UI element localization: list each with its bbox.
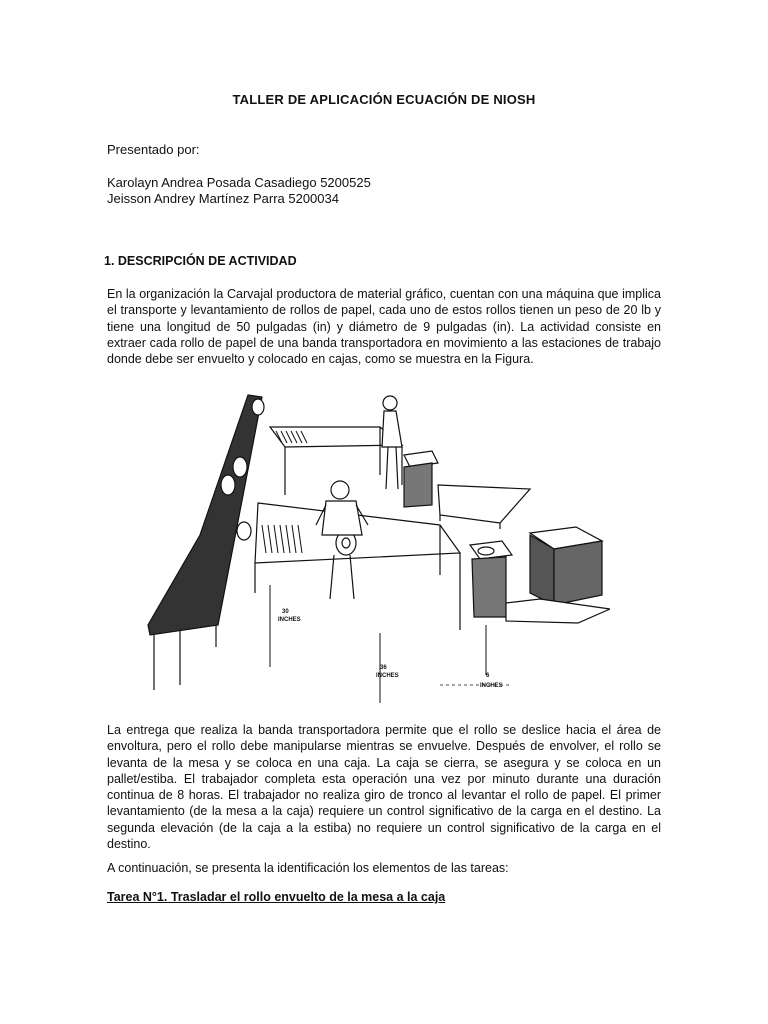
document-title: TALLER DE APLICACIÓN ECUACIÓN DE NIOSH	[232, 92, 536, 107]
dimension-inches-1: INCHES	[278, 617, 301, 623]
author-2: Jeisson Andrey Martínez Parra 5200034	[107, 191, 339, 206]
task-1-heading: Tarea N°1. Trasladar el rollo envuelto de la mesa a la caja	[107, 890, 446, 904]
dimension-label-36: 36	[380, 665, 387, 671]
intro-paragraph: En la organización la Carvajal productora de material gráfico, cuentan con una máquina que implica el transporte y levantamiento de rollos de papel, cada uno de estos rollos tienen un peso de 20 lb y tiene una longitud de 50 pulgadas (in) y diámetro de 9 pulgadas (in). La actividad consiste en extraer cada rollo de papel de una banda transportadora en movimiento a las estaciones de trabajo donde debe ser envuelto y colocado en cajas, como se muestra en la Figura.	[107, 287, 661, 367]
continuation-text: A continuación, se presenta la identificación los elementos de las tareas:	[107, 861, 509, 875]
dimension-inches-2: INCHES	[376, 673, 399, 679]
delivery-paragraph: La entrega que realiza la banda transportadora permite que el rollo se deslice hacia el área de envoltura, pero el rollo debe manipularse mientras se envuelve. Después de envolver, el rollo se levanta de la mesa y se coloca en una caja. La caja se cierra, se asegura y se coloca en un pallet/estiba. El trabajador completa esta operación una vez por minuto durante una duración continua de 8 horas. El trabajador no realiza giro de tronco al levantar el rollo de papel. El primer levantamiento (de la mesa a la caja) requiere un control significativo de la carga en el destino. La segunda elevación (de la caja a la estiba) no requiere un control significativo de la carga en el destino.	[107, 723, 661, 852]
workstation-figure	[140, 385, 610, 705]
author-1: Karolayn Andrea Posada Casadiego 5200525	[107, 175, 371, 190]
section-1-heading: 1. DESCRIPCIÓN DE ACTIVIDAD	[104, 254, 297, 268]
workstation-illustration	[140, 385, 610, 705]
dimension-inches-3: INCHES	[480, 683, 503, 689]
dimension-label-30: 30	[282, 609, 289, 615]
dimension-label-6: 6	[486, 673, 490, 679]
presented-by-label: Presentado por:	[107, 142, 200, 157]
